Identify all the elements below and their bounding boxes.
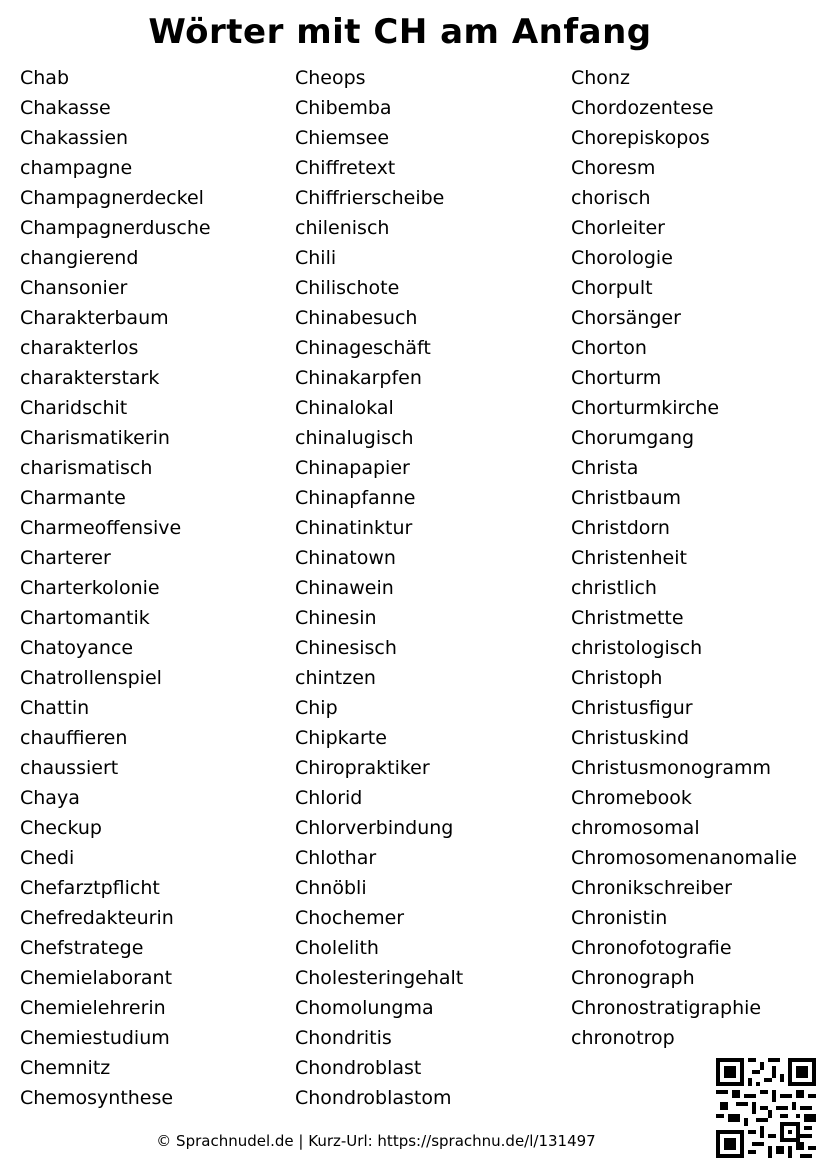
word-item: chauffieren <box>20 727 128 749</box>
word-item: Charmeoffensive <box>20 517 182 539</box>
word-item: Chondritis <box>295 1027 392 1049</box>
word-item: Chemiestudium <box>20 1027 170 1049</box>
word-item: Christenheit <box>571 547 687 569</box>
word-item: changierend <box>20 247 139 269</box>
word-item: Chinageschäft <box>295 337 431 359</box>
word-item: Choresm <box>571 157 656 179</box>
qr-code-icon <box>716 1058 816 1158</box>
word-item: Chibemba <box>295 97 392 119</box>
word-item: Chinawein <box>295 577 394 599</box>
word-item: Chomolungma <box>295 997 434 1019</box>
word-item: Christdorn <box>571 517 670 539</box>
word-item: Chlorid <box>295 787 363 809</box>
word-item: chorisch <box>571 187 651 209</box>
word-item: Chab <box>20 67 70 89</box>
word-item: champagne <box>20 157 133 179</box>
word-item: Christuskind <box>571 727 690 749</box>
word-item: Charterer <box>20 547 111 569</box>
word-item: Chorepiskopos <box>571 127 710 149</box>
word-item: Chartomantik <box>20 607 150 629</box>
word-item: Chronostratigraphie <box>571 997 762 1019</box>
word-item: Chiffretext <box>295 157 396 179</box>
word-item: Chinakarpfen <box>295 367 422 389</box>
word-item: Christusmonogramm <box>571 757 772 779</box>
word-item: Chinalokal <box>295 397 394 419</box>
word-item: Christbaum <box>571 487 682 509</box>
word-item: Chinatown <box>295 547 396 569</box>
word-item: Christa <box>571 457 639 479</box>
word-item: Chemielehrerin <box>20 997 166 1019</box>
word-item: chinalugisch <box>295 427 414 449</box>
word-item: Cholelith <box>295 937 379 959</box>
word-item: Chansonier <box>20 277 128 299</box>
word-item: christologisch <box>571 637 703 659</box>
word-item: Chorologie <box>571 247 673 269</box>
word-item: Cheops <box>295 67 366 89</box>
word-item: Chakassien <box>20 127 129 149</box>
word-item: Chiropraktiker <box>295 757 430 779</box>
word-item: Chedi <box>20 847 75 869</box>
word-item: Chonz <box>571 67 630 89</box>
word-item: Chorleiter <box>571 217 665 239</box>
word-item: Charmante <box>20 487 126 509</box>
word-item: Chnöbli <box>295 877 367 899</box>
word-item: Checkup <box>20 817 102 839</box>
word-item: chaussiert <box>20 757 119 779</box>
word-item: Chattin <box>20 697 90 719</box>
word-item: Christmette <box>571 607 684 629</box>
word-item: charakterstark <box>20 367 160 389</box>
word-item: chronotrop <box>571 1027 675 1049</box>
word-item: Chochemer <box>295 907 405 929</box>
word-item: Chemnitz <box>20 1057 111 1079</box>
word-item: Chatoyance <box>20 637 134 659</box>
word-item: Chondroblastom <box>295 1087 452 1109</box>
word-item: Charidschit <box>20 397 128 419</box>
word-item: Chondroblast <box>295 1057 422 1079</box>
word-item: charakterlos <box>20 337 139 359</box>
word-item: Champagnerdusche <box>20 217 211 239</box>
word-item: christlich <box>571 577 657 599</box>
page-title: Wörter mit CH am Anfang <box>148 12 652 52</box>
word-column-3 <box>571 63 797 1053</box>
word-item: Chefstratege <box>20 937 144 959</box>
word-item: Chefarztpflicht <box>20 877 160 899</box>
word-item: chilenisch <box>295 217 390 239</box>
word-item: Chatrollenspiel <box>20 667 162 689</box>
word-item: Chromosomenanomalie <box>571 847 797 869</box>
word-item: Chakasse <box>20 97 111 119</box>
word-item: chintzen <box>295 667 376 689</box>
word-item: Chorton <box>571 337 647 359</box>
word-item: Christusfigur <box>571 697 693 719</box>
word-item: Chorpult <box>571 277 653 299</box>
word-item: Cholesteringehalt <box>295 967 464 989</box>
word-item: Chinesin <box>295 607 377 629</box>
word-item: charismatisch <box>20 457 153 479</box>
word-item: Chinabesuch <box>295 307 418 329</box>
word-item: Chronofotografie <box>571 937 732 959</box>
word-column-1 <box>20 63 211 1113</box>
word-item: Chorturm <box>571 367 662 389</box>
word-item: Chinapapier <box>295 457 410 479</box>
word-item: Chemielaborant <box>20 967 173 989</box>
word-item: Chorumgang <box>571 427 695 449</box>
word-item: Chlorverbindung <box>295 817 454 839</box>
word-item: Charterkolonie <box>20 577 160 599</box>
footer-credit: © Sprachnudel.de | Kurz-Url: https://sprachnu.de/l/131497 <box>156 1132 596 1150</box>
word-item: Chipkarte <box>295 727 387 749</box>
word-item: Chaya <box>20 787 80 809</box>
word-item: Chromebook <box>571 787 692 809</box>
word-item: Chilischote <box>295 277 400 299</box>
word-item: Chordozentese <box>571 97 714 119</box>
word-item: Christoph <box>571 667 663 689</box>
word-item: Charismatikerin <box>20 427 170 449</box>
word-item: Chronistin <box>571 907 668 929</box>
word-item: Chemosynthese <box>20 1087 174 1109</box>
word-item: Chlothar <box>295 847 377 869</box>
word-item: Chorsänger <box>571 307 681 329</box>
word-item: Chorturmkirche <box>571 397 720 419</box>
word-item: Charakterbaum <box>20 307 169 329</box>
word-item: Chiemsee <box>295 127 390 149</box>
word-item: Chinatinktur <box>295 517 413 539</box>
word-item: Chronograph <box>571 967 695 989</box>
word-item: Champagnerdeckel <box>20 187 204 209</box>
word-item: Chefredakteurin <box>20 907 174 929</box>
word-item: chromosomal <box>571 817 700 839</box>
word-column-2 <box>295 63 463 1113</box>
word-item: Chronikschreiber <box>571 877 732 899</box>
word-item: Chinesisch <box>295 637 397 659</box>
word-item: Chinapfanne <box>295 487 416 509</box>
word-item: Chip <box>295 697 338 719</box>
word-item: Chiffrierscheibe <box>295 187 445 209</box>
word-item: Chili <box>295 247 337 269</box>
